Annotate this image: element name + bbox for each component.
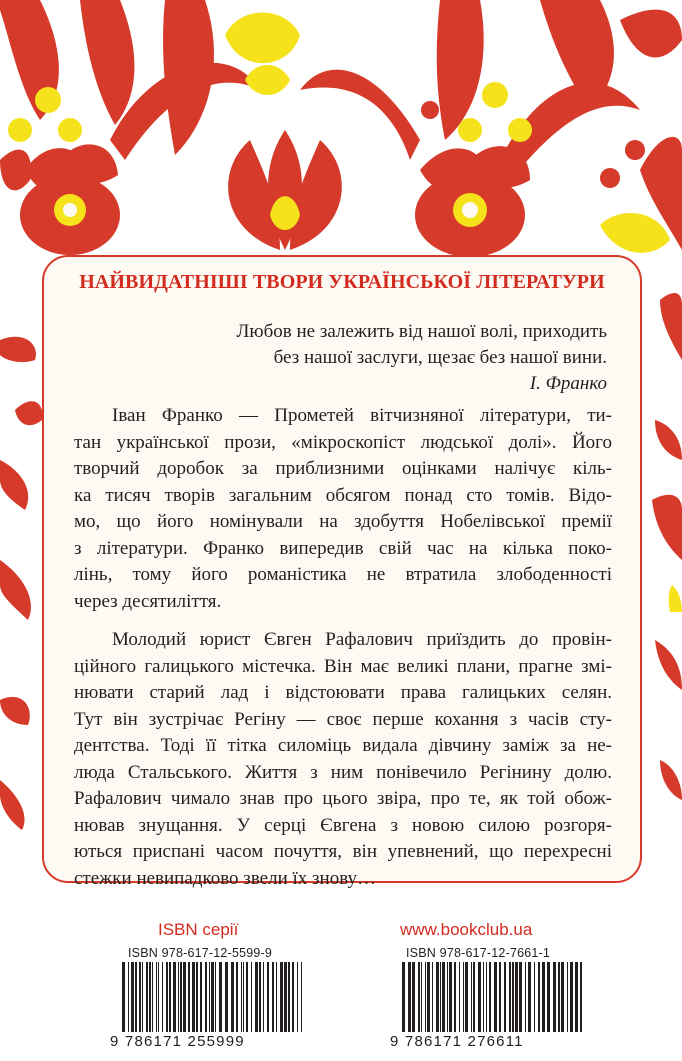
barcode-bar	[259, 962, 261, 1032]
barcode-bar	[188, 962, 190, 1032]
barcode-bar	[553, 962, 556, 1032]
barcode-bar	[504, 962, 506, 1032]
barcode-bar	[156, 962, 157, 1032]
barcode-bar	[570, 962, 573, 1032]
barcode-bar	[528, 962, 531, 1032]
barcode-bar	[162, 962, 163, 1032]
barcode-bar	[173, 962, 176, 1032]
barcode-bar	[463, 962, 464, 1032]
barcode-bar	[509, 962, 511, 1032]
barcode-bar	[425, 962, 426, 1032]
barcode-bar	[231, 962, 234, 1032]
barcode-bar	[196, 962, 198, 1032]
text-line: ка тисяч творів загальним обсягом понад сто томів. Відо-	[74, 484, 612, 506]
plot-paragraph	[74, 627, 612, 892]
barcode-bar	[494, 962, 497, 1032]
barcode-bar	[418, 962, 420, 1032]
text-line: Молодий юрист Євген Рафалович приїздить до провін-	[112, 629, 612, 650]
barcode-bar	[243, 962, 244, 1032]
text-line: Тут він зустрічає Регіну — своє перше кохання з часів сту-	[74, 708, 612, 730]
epigraph	[237, 319, 608, 397]
barcode-bar	[272, 962, 274, 1032]
barcode-bar	[447, 962, 448, 1032]
text-line: з літератури. Франко випередив свій час на кілька поко-	[74, 537, 612, 559]
text-line: нювати старий лад і відстоювати права галицьких селян.	[74, 682, 612, 703]
barcode-bar	[178, 962, 179, 1032]
barcode-bar	[297, 962, 298, 1032]
barcode-bar	[489, 962, 491, 1032]
barcode-bar	[465, 962, 468, 1032]
series-isbn-number: ISBN 978-617-12-5599-9	[128, 946, 273, 960]
barcode-bar	[225, 962, 228, 1032]
barcode-bar	[547, 962, 550, 1032]
text-line: творчий доробок за приблизними оцінками налічує кіль-	[74, 458, 612, 479]
barcode-bar	[292, 962, 294, 1032]
epigraph-line: Любов не залежить від нашої волі, приходить	[236, 321, 607, 342]
barcode-bar	[512, 962, 514, 1032]
series-heading: НАЙВИДАТНІШІ ТВОРИ УКРАЇНСЬКОЇ ЛІТЕРАТУРИ	[79, 271, 605, 293]
barcode-bar	[205, 962, 207, 1032]
barcode-bar	[534, 962, 535, 1032]
barcode-bar	[538, 962, 540, 1032]
barcode-bar	[149, 962, 151, 1032]
epigraph-author: І. Франко	[529, 373, 607, 394]
barcode-bar	[558, 962, 560, 1032]
barcode-bar	[473, 962, 475, 1032]
barcode-bar	[192, 962, 195, 1032]
author-paragraph	[74, 403, 612, 615]
barcode-bar	[146, 962, 148, 1032]
barcode-bar	[128, 962, 129, 1032]
barcode-bar	[246, 962, 248, 1032]
barcode-bar	[276, 962, 277, 1032]
barcode-bar	[183, 962, 186, 1032]
barcode-bar	[542, 962, 545, 1032]
book-barcode-digits: 9 786171 276611	[390, 1033, 524, 1050]
text-line: ційного галицького містечка. Він має великі плани, прагне змі-	[74, 655, 612, 677]
barcode-bar	[432, 962, 433, 1032]
barcode-bar	[255, 962, 258, 1032]
barcode-bar	[436, 962, 439, 1032]
barcode-bar	[152, 962, 153, 1032]
barcode-bar	[442, 962, 445, 1032]
text-line: стежки невипадково звели їх знову…	[74, 867, 377, 889]
barcode-bar	[284, 962, 287, 1032]
series-isbn-label: ISBN серії	[158, 920, 239, 939]
epigraph-line: без нашої заслуги, щезає без нашої вини.	[273, 347, 607, 368]
barcode-bar	[209, 962, 210, 1032]
text-line: дентства. Тоді її тітка силоміць видала дівчину заміж за не-	[74, 735, 612, 756]
barcode-bar	[449, 962, 452, 1032]
text-line: ються приспані часом почуття, він упевнений, що перехресні	[74, 841, 612, 862]
barcode-bar	[575, 962, 578, 1032]
barcode-bar	[561, 962, 564, 1032]
text-line: люда Стальського. Життя з ним понівечило Регінину долю.	[74, 761, 612, 783]
barcode-bar	[251, 962, 252, 1032]
barcode-bar	[499, 962, 501, 1032]
barcode-bar	[139, 962, 141, 1032]
barcode-bar	[519, 962, 522, 1032]
barcode-bar	[263, 962, 264, 1032]
book-isbn-number: ISBN 978-617-12-7661-1	[406, 946, 551, 960]
barcode-bar	[280, 962, 283, 1032]
barcode-bar	[471, 962, 472, 1032]
barcode-bar	[215, 962, 216, 1032]
barcode-bar	[122, 962, 125, 1032]
barcode-bar	[180, 962, 182, 1032]
barcode-bar	[459, 962, 460, 1032]
text-line: Рафалович чимало знав про цього звіра, про те, як той обож-	[74, 788, 612, 809]
barcode-bar	[567, 962, 568, 1032]
barcode-bar	[135, 962, 137, 1032]
text-line: лінь, тому його романістика не втратила злободенності	[74, 564, 612, 585]
barcode-bar	[301, 962, 302, 1032]
barcode-bar	[440, 962, 441, 1032]
barcode-bar	[580, 962, 582, 1032]
series-barcode-digits: 9 786171 255999	[110, 1033, 245, 1050]
barcode-bar	[169, 962, 171, 1032]
text-line: Іван Франко — Прометей вітчизняної літератури, ти-	[112, 405, 612, 426]
text-line: нював знущання. У серці Євгена з новою силою розгоря-	[74, 814, 612, 836]
barcode-bar	[478, 962, 481, 1032]
barcode-bar	[486, 962, 487, 1032]
text-line: через десятиліття.	[74, 590, 222, 612]
barcode-bar	[483, 962, 484, 1032]
barcode-bar	[412, 962, 415, 1032]
description-panel	[42, 255, 642, 889]
text-line: мо, що його номінували на здобуття Нобелівської премії	[74, 511, 612, 532]
barcode-bar	[236, 962, 238, 1032]
text-line: тан української прози, «мікроскопіст людської долі». Його	[74, 431, 612, 453]
barcode-bar	[267, 962, 269, 1032]
barcode-bar	[166, 962, 168, 1032]
barcode-bar	[402, 962, 405, 1032]
barcode-bar	[408, 962, 411, 1032]
barcode-bar	[158, 962, 159, 1032]
barcode-bar	[200, 962, 202, 1032]
barcode-bar	[421, 962, 422, 1032]
barcode-bar	[211, 962, 214, 1032]
barcode-bar	[288, 962, 290, 1032]
barcode-bar	[525, 962, 526, 1032]
barcode-bar	[219, 962, 222, 1032]
barcode-bar	[454, 962, 456, 1032]
barcode-bar	[142, 962, 143, 1032]
barcode-bar	[427, 962, 430, 1032]
barcode-bar	[131, 962, 134, 1032]
website-label: www.bookclub.ua	[400, 920, 533, 939]
barcode-bar	[241, 962, 242, 1032]
barcode-bar	[515, 962, 518, 1032]
